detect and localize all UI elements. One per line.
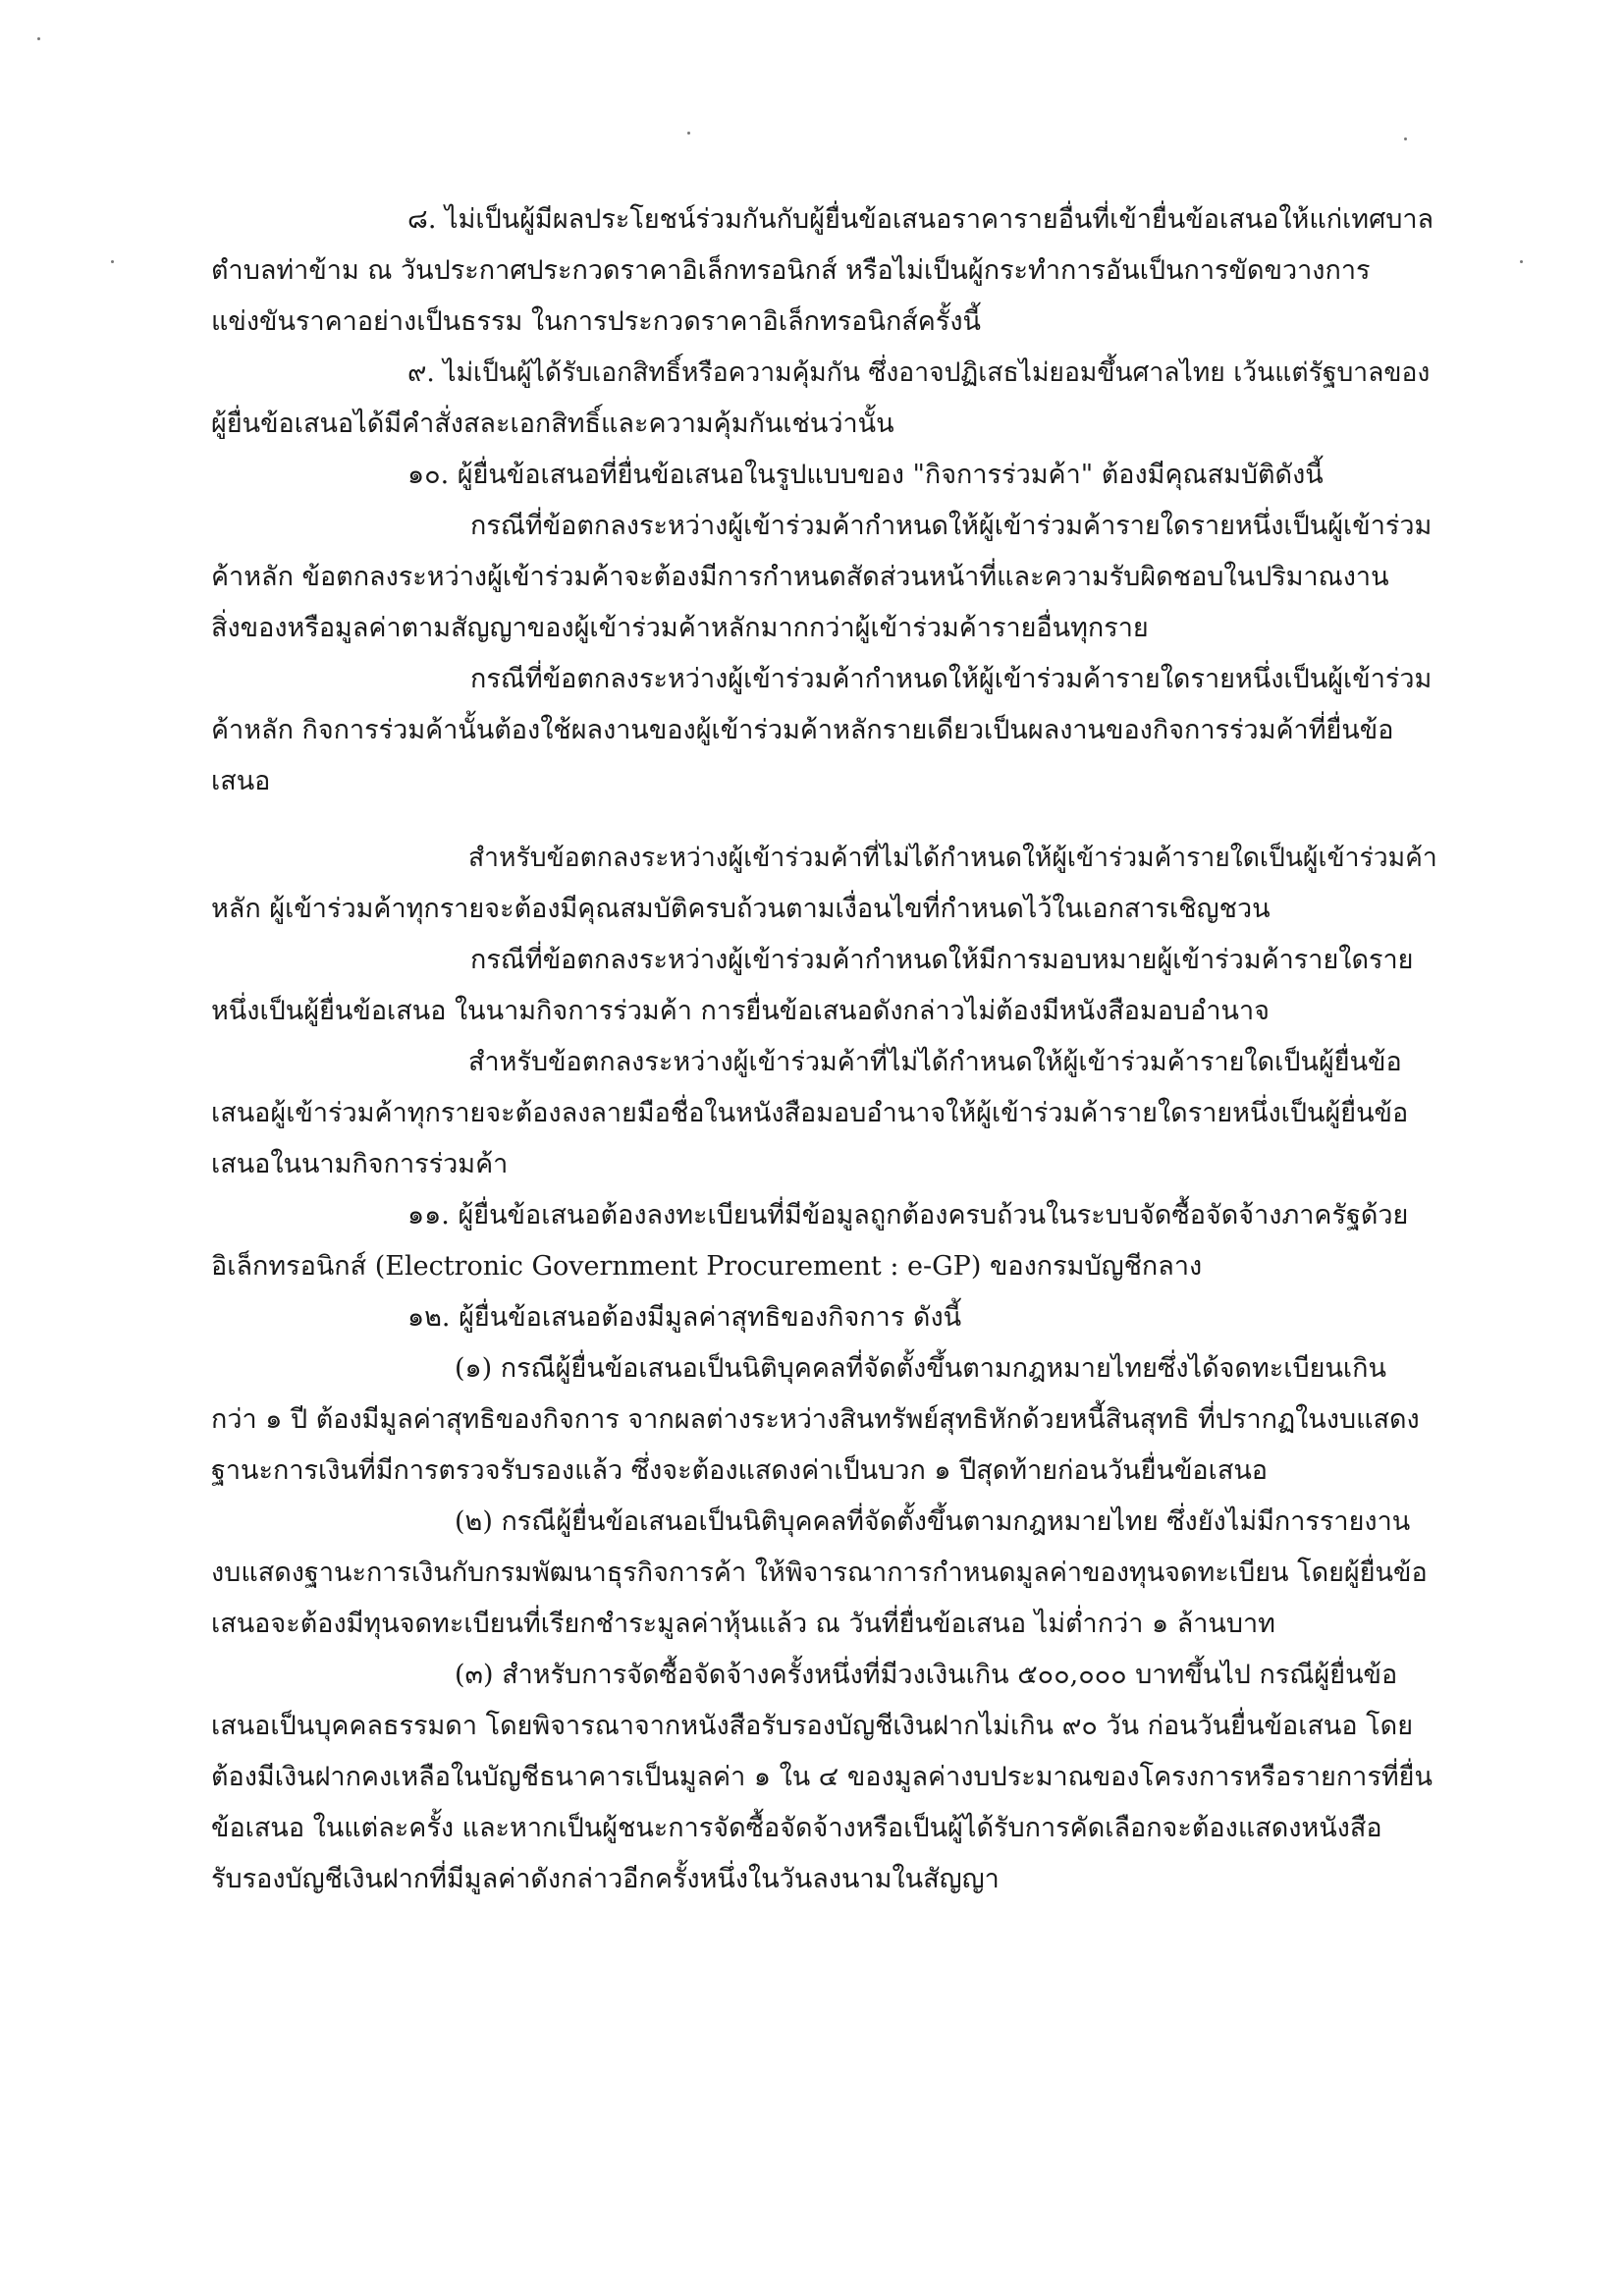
text-line: เสนอในนามกิจการร่วมค้า xyxy=(211,1149,509,1179)
scan-speck xyxy=(1404,137,1407,140)
text-line: งบแสดงฐานะการเงินกับกรมพัฒนาธุรกิจการค้า ให้พิจารณาการกำหนดมูลค่าของทุนจดทะเบียน โดยผู้ยื่นข้อ xyxy=(211,1558,1428,1588)
text-line: หนึ่งเป็นผู้ยื่นข้อเสนอ ในนามกิจการร่วมค้า การยื่นข้อเสนอดังกล่าวไม่ต้องมีหนังสือมอบอำนาจ xyxy=(211,996,1270,1026)
paragraph-spacer xyxy=(211,807,1443,833)
text-line: กรณีที่ข้อตกลงระหว่างผู้เข้าร่วมค้ากำหนดให้ผู้เข้าร่วมค้ารายใดรายหนึ่งเป็นผู้เข้าร่วม xyxy=(470,664,1433,694)
text-line: เสนอจะต้องมีทุนจดทะเบียนที่เรียกชำระมูลค่าหุ้นแล้ว ณ วันที่ยื่นข้อเสนอ ไม่ต่ำกว่า ๑ ล้านบาท xyxy=(211,1609,1275,1639)
text-line: ค้าหลัก กิจการร่วมค้านั้นต้องใช้ผลงานของผู้เข้าร่วมค้าหลักรายเดียวเป็นผลงานของกิจการร่วมค้าที่ยื่นข้อ xyxy=(211,715,1394,745)
text-line: เสนอผู้เข้าร่วมค้าทุกรายจะต้องลงลายมือชื่อในหนังสือมอบอำนาจให้ผู้เข้าร่วมค้ารายใดรายหนึ่งเป็นผู้ยื่นข้อ xyxy=(211,1098,1409,1128)
text-line: สำหรับข้อตกลงระหว่างผู้เข้าร่วมค้าที่ไม่ได้กำหนดให้ผู้เข้าร่วมค้ารายใดเป็นผู้เข้าร่วมค้า xyxy=(468,843,1437,873)
text-line: (๒) กรณีผู้ยื่นข้อเสนอเป็นนิติบุคคลที่จัดตั้งขึ้นตามกฎหมายไทย ซึ่งยังไม่มีการรายงาน xyxy=(455,1506,1411,1537)
scan-speck xyxy=(1520,260,1523,263)
text-line: ข้อเสนอ ในแต่ละครั้ง และหากเป็นผู้ชนะการจัดซื้อจัดจ้างหรือเป็นผู้ได้รับการคัดเลือกจะต้องแสดงหนังสือ xyxy=(211,1813,1382,1843)
document-body xyxy=(211,194,1443,1905)
text-line: แข่งขันราคาอย่างเป็นธรรม ในการประกวดราคาอิเล็กทรอนิกส์ครั้งนี้ xyxy=(211,306,981,337)
text-line: หลัก ผู้เข้าร่วมค้าทุกรายจะต้องมีคุณสมบัติครบถ้วนตามเงื่อนไขที่กำหนดไว้ในเอกสารเชิญชวน xyxy=(211,894,1271,924)
text-line: ผู้ยื่นข้อเสนอได้มีคำสั่งสละเอกสิทธิ์และความคุ้มกันเช่นว่านั้น xyxy=(211,409,894,439)
scan-speck xyxy=(687,132,690,135)
text-line: (๑) กรณีผู้ยื่นข้อเสนอเป็นนิติบุคคลที่จัดตั้งขึ้นตามกฎหมายไทยซึ่งได้จดทะเบียนเกิน xyxy=(455,1353,1386,1384)
text-line: ต้องมีเงินฝากคงเหลือในบัญชีธนาคารเป็นมูลค่า ๑ ใน ๔ ของมูลค่างบประมาณของโครงการหรือรายการที่ยื่น xyxy=(211,1762,1433,1792)
text-line: รับรองบัญชีเงินฝากที่มีมูลค่าดังกล่าวอีกครั้งหนึ่งในวันลงนามในสัญญา xyxy=(211,1864,1000,1894)
text-line: กรณีที่ข้อตกลงระหว่างผู้เข้าร่วมค้ากำหนดให้ผู้เข้าร่วมค้ารายใดรายหนึ่งเป็นผู้เข้าร่วม xyxy=(470,511,1433,541)
text-line: ๙. ไม่เป็นผู้ได้รับเอกสิทธิ์หรือความคุ้มกัน ซึ่งอาจปฏิเสธไม่ยอมขึ้นศาลไทย เว้นแต่รัฐบาลของ xyxy=(407,357,1431,388)
text-line: ๑๑. ผู้ยื่นข้อเสนอต้องลงทะเบียนที่มีข้อมูลถูกต้องครบถ้วนในระบบจัดซื้อจัดจ้างภาครัฐด้วย xyxy=(407,1200,1409,1230)
text-line: (๓) สำหรับการจัดซื้อจัดจ้างครั้งหนึ่งที่มีวงเงินเกิน ๕๐๐,๐๐๐ บาทขึ้นไป กรณีผู้ยื่นข้อ xyxy=(455,1660,1398,1690)
text-line: อิเล็กทรอนิกส์ (Electronic Government Procurement : e-GP) ของกรมบัญชีกลาง xyxy=(211,1251,1203,1282)
text-line: ๑๒. ผู้ยื่นข้อเสนอต้องมีมูลค่าสุทธิของกิจการ ดังนี้ xyxy=(407,1302,962,1333)
text-line: กรณีที่ข้อตกลงระหว่างผู้เข้าร่วมค้ากำหนดให้มีการมอบหมายผู้เข้าร่วมค้ารายใดราย xyxy=(470,945,1414,975)
text-line: เสนอ xyxy=(211,766,271,796)
text-line: เสนอเป็นบุคคลธรรมดา โดยพิจารณาจากหนังสือรับรองบัญชีเงินฝากไม่เกิน ๙๐ วัน ก่อนวันยื่นข้อเสนอ โดย xyxy=(211,1711,1414,1741)
text-line: ๘. ไม่เป็นผู้มีผลประโยชน์ร่วมกันกับผู้ยื่นข้อเสนอราคารายอื่นที่เข้ายื่นข้อเสนอให้แก่เทศบาล xyxy=(407,204,1434,235)
text-line: ตำบลท่าข้าม ณ วันประกาศประกวดราคาอิเล็กทรอนิกส์ หรือไม่เป็นผู้กระทำการอันเป็นการขัดขวางการ xyxy=(211,255,1371,286)
text-line: ฐานะการเงินที่มีการตรวจรับรองแล้ว ซึ่งจะต้องแสดงค่าเป็นบวก ๑ ปีสุดท้ายก่อนวันยื่นข้อเสนอ xyxy=(211,1455,1269,1486)
scan-speck xyxy=(37,37,40,40)
text-line: สำหรับข้อตกลงระหว่างผู้เข้าร่วมค้าที่ไม่ได้กำหนดให้ผู้เข้าร่วมค้ารายใดเป็นผู้ยื่นข้อ xyxy=(468,1047,1402,1077)
scan-speck xyxy=(111,260,114,263)
text-line: สิ่งของหรือมูลค่าตามสัญญาของผู้เข้าร่วมค้าหลักมากกว่าผู้เข้าร่วมค้ารายอื่นทุกราย xyxy=(211,613,1149,643)
text-line: กว่า ๑ ปี ต้องมีมูลค่าสุทธิของกิจการ จากผลต่างระหว่างสินทรัพย์สุทธิหักด้วยหนี้สินสุทธิ ที่ปรากฏในงบแสดง xyxy=(211,1404,1420,1435)
text-line: ค้าหลัก ข้อตกลงระหว่างผู้เข้าร่วมค้าจะต้องมีการกำหนดสัดส่วนหน้าที่และความรับผิดชอบในปริมาณงาน xyxy=(211,562,1389,592)
text-line: ๑๐. ผู้ยื่นข้อเสนอที่ยื่นข้อเสนอในรูปแบบของ "กิจการร่วมค้า" ต้องมีคุณสมบัติดังนี้ xyxy=(407,460,1324,490)
